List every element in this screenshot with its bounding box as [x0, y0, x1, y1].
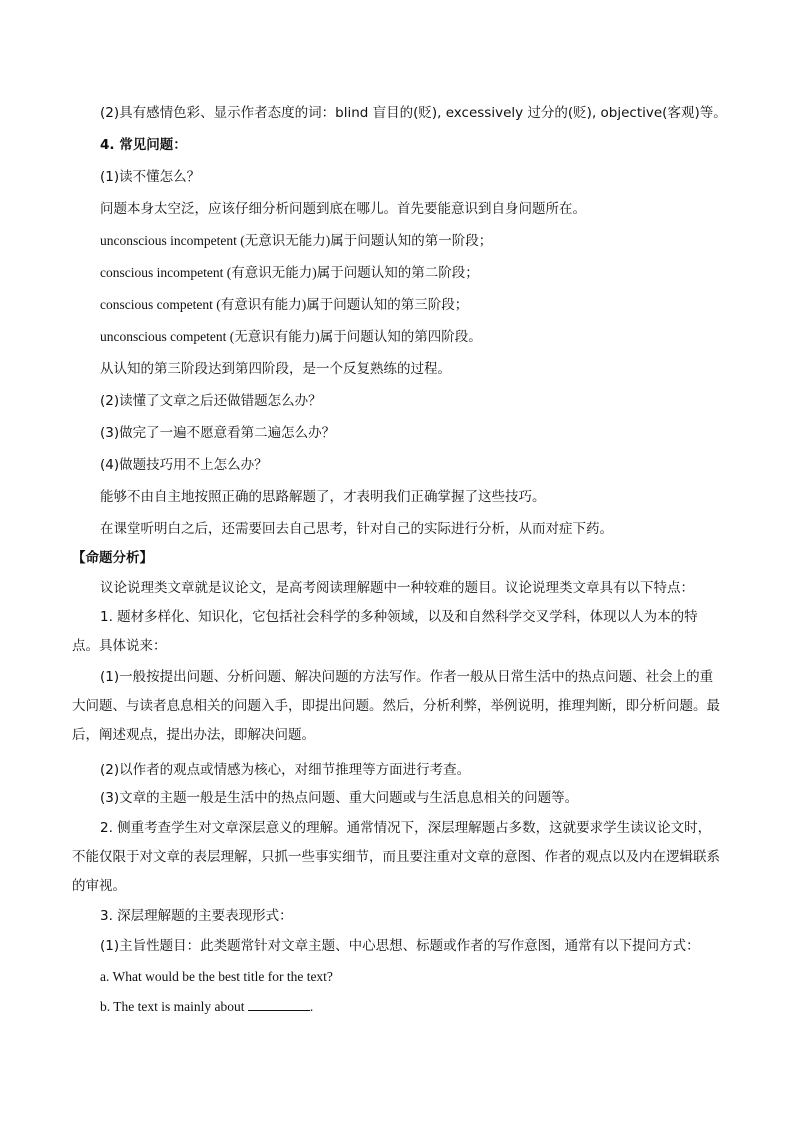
paragraph-practice: 在课堂听明白之后，还需要回去自己思考，针对自己的实际进行分析，从而对症下药。	[100, 521, 613, 537]
point-1-2: (2)以作者的观点或情感为核心，对细节推理等方面进行考查。	[100, 762, 471, 778]
stage-3: conscious competent (有意识有能力)属于问题认知的第三阶段；	[100, 297, 469, 312]
heading-common-questions: 4. 常见问题：	[100, 137, 187, 153]
paragraph-mastery: 能够不由自主地按照正确的思路解题了，才表明我们正确掌握了这些技巧。	[100, 489, 546, 505]
answer-blank	[248, 997, 310, 1011]
sample-question-b	[100, 997, 760, 1017]
paragraph-emotive-words: (2)具有感情色彩、显示作者态度的词：blind 盲目的(贬), excessively 过分的(贬), objective(客观)等。	[100, 105, 727, 121]
point-3: 3. 深层理解题的主要表现形式：	[100, 908, 293, 924]
question-1: (1)读不懂怎么？	[100, 169, 201, 185]
question-4: (4)做题技巧用不上怎么办？	[100, 457, 268, 473]
stage-1: unconscious incompetent (无意识无能力)属于问题认知的第一阶段；	[100, 233, 493, 248]
paragraph-process: 从认知的第三阶段达到第四阶段，是一个反复熟练的过程。	[100, 361, 451, 377]
stage-2: conscious incompetent (有意识无能力)属于问题认知的第二阶段；	[100, 265, 479, 280]
paragraph-analysis: 问题本身太空泛，应该仔细分析问题到底在哪儿。首先要能意识到自身问题所在。	[100, 201, 586, 217]
point-1-1: (1)一般按提出问题、分析问题、解决问题的方法写作。作者一般从日常生活中的热点问题、社会上的重大问题、与读者息息相关的问题入手，即提出问题。然后，分析利弊，举例说明，推理判断，即分析问题。最后，阐述观点，提出办法，即解决问题。	[72, 669, 720, 743]
sample-question-b-text: b. The text is mainly about	[100, 999, 245, 1014]
paragraph-intro: 议论说理类文章就是议论文，是高考阅读理解题中一种较难的题目。议论说理类文章具有以下特点：	[100, 580, 694, 596]
sample-question-a: a. What would be the best title for the text?	[100, 969, 333, 984]
section-heading: 【命题分析】	[72, 550, 153, 566]
point-1-3: (3)文章的主题一般是生活中的热点问题、重大问题或与生活息息相关的问题等。	[100, 790, 579, 806]
point-2: 2. 侧重考查学生对文章深层意义的理解。通常情况下，深层理解题占多数，这就要求学生读议论文时，不能仅限于对文章的表层理解，只抓一些事实细节，而且要注重对文章的意图、作者的观点以及内在逻辑联系的审视。	[72, 820, 720, 894]
question-2: (2)读懂了文章之后还做错题怎么办？	[100, 393, 322, 409]
point-3-1: (1)主旨性题目：此类题常针对文章主题、中心思想、标题或作者的写作意图，通常有以下提问方式：	[100, 938, 700, 954]
sample-question-b-period: .	[309, 999, 314, 1014]
question-3: (3)做完了一遍不愿意看第二遍怎么办？	[100, 425, 336, 441]
stage-4: unconscious competent (无意识有能力)属于问题认知的第四阶段。	[100, 329, 482, 344]
point-1: 1. 题材多样化、知识化，它包括社会科学的多种领域，以及和自然科学交叉学科，体现以人为本的特点。具体说来：	[72, 609, 698, 654]
